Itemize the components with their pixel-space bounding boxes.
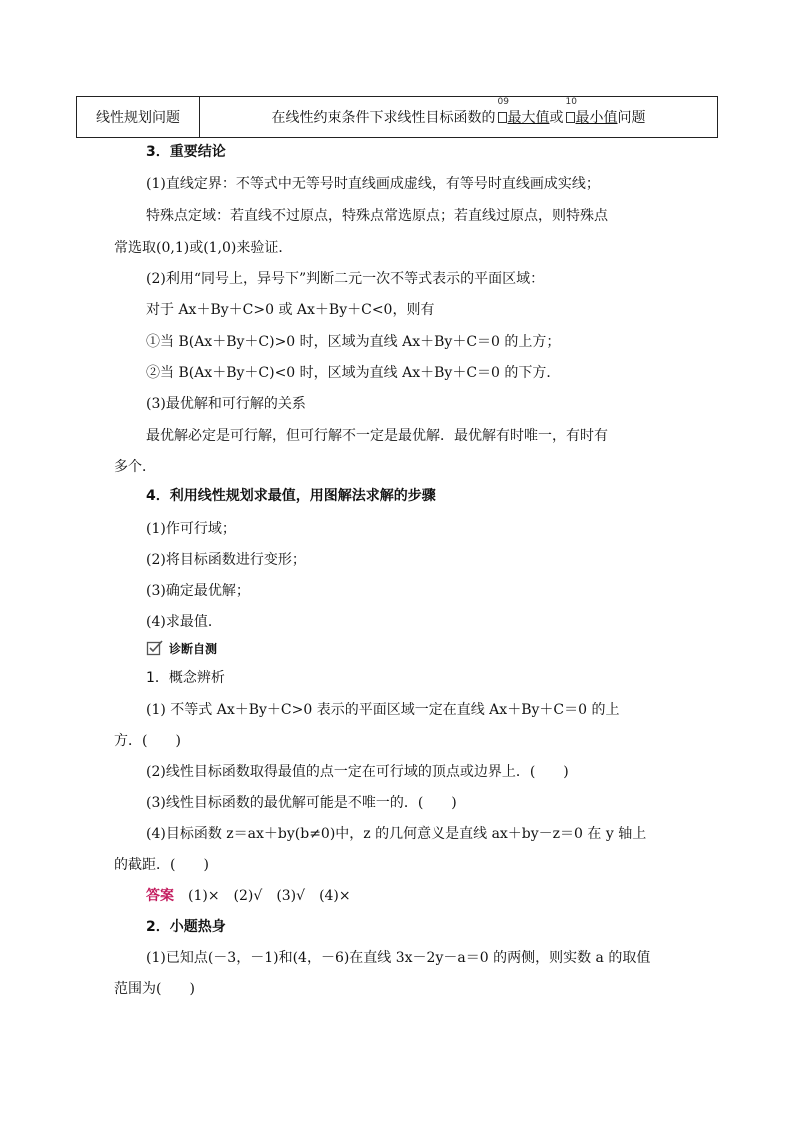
text-line: 常选取(0,1)或(1,0)来验证．	[114, 240, 293, 256]
text-line: (3)确定最优解；	[146, 583, 250, 599]
question-line: (2)线性目标函数取得最值的点一定在可行域的顶点或边界上．( )	[146, 764, 569, 780]
desc-suffix: 问题	[617, 110, 646, 126]
answer-text: (1)× (2)√ (3)√ (4)×	[174, 888, 351, 904]
text-line: (2)利用“同号上，异号下”判断二元一次不等式表示的平面区域：	[146, 271, 545, 287]
text-line: 最优解必定是可行解，但可行解不一定是最优解．最优解有时唯一，有时有	[146, 428, 608, 444]
text-line: (1)直线定界：不等式中无等号时直线画成虚线，有等号时直线画成实线；	[146, 176, 600, 192]
section-3-title: 3．重要结论	[146, 144, 226, 160]
table-term-cell: 线性规划问题	[77, 97, 200, 137]
desc-mid: 或	[549, 110, 564, 126]
blank-10	[565, 97, 618, 127]
question-line: (1)已知点(－3，－1)和(4，－6)在直线 3x－2y－a＝0 的两侧，则实数 a 的取值	[146, 950, 651, 966]
question-line: (1) 不等式 Ax＋By＋C>0 表示的平面区域一定在直线 Ax＋By＋C＝0 的上	[146, 702, 620, 718]
diagnostic-label: 诊断自测	[169, 641, 218, 656]
blank-answer: 最小值	[575, 110, 618, 126]
section-4-title: 4．利用线性规划求最值，用图解法求解的步骤	[146, 488, 436, 504]
text-line: (1)作可行域；	[146, 521, 236, 537]
blank-09	[497, 97, 550, 127]
q2-title: 2．小题热身	[146, 919, 226, 935]
table-desc-cell	[200, 97, 717, 137]
question-line: 的截距．( )	[114, 857, 209, 873]
diagnostic-section-tag	[146, 638, 217, 658]
answer-line	[146, 886, 351, 906]
answer-label: 答案	[146, 888, 174, 904]
text-line: ②当 B(Ax＋By＋C)<0 时，区域为直线 Ax＋By＋C＝0 的下方．	[146, 365, 561, 381]
q1-title: 1．概念辨析	[146, 670, 225, 686]
question-line: (3)线性目标函数的最优解可能是不唯一的．( )	[146, 795, 457, 811]
text-line: 多个．	[114, 459, 156, 475]
pencil-check-icon	[146, 639, 164, 657]
blank-number: 09	[497, 97, 509, 107]
text-line: (3)最优解和可行解的关系	[146, 396, 306, 412]
blank-box-icon	[566, 112, 575, 123]
text-line: ①当 B(Ax＋By＋C)>0 时，区域为直线 Ax＋By＋C＝0 的上方；	[146, 334, 561, 350]
question-line: (4)目标函数 z＝ax＋by(b≠0)中，z 的几何意义是直线 ax＋by－z＝0 在 y 轴上	[146, 826, 647, 842]
question-line: 范围为( )	[114, 981, 195, 997]
text-line: 特殊点定域：若直线不过原点，特殊点常选原点；若直线过原点，则特殊点	[146, 208, 608, 224]
blank-box-icon	[498, 112, 507, 123]
text-line: (4)求最值．	[146, 614, 222, 630]
blank-answer: 最大值	[507, 110, 550, 126]
text-line: (2)将目标函数进行变形；	[146, 552, 306, 568]
blank-number: 10	[565, 97, 577, 107]
question-line: 方．( )	[114, 733, 181, 749]
text-line: 对于 Ax＋By＋C>0 或 Ax＋By＋C<0，则有	[146, 302, 435, 318]
definition-table-row	[76, 96, 718, 138]
desc-prefix: 在线性约束条件下求线性目标函数的	[271, 110, 496, 126]
